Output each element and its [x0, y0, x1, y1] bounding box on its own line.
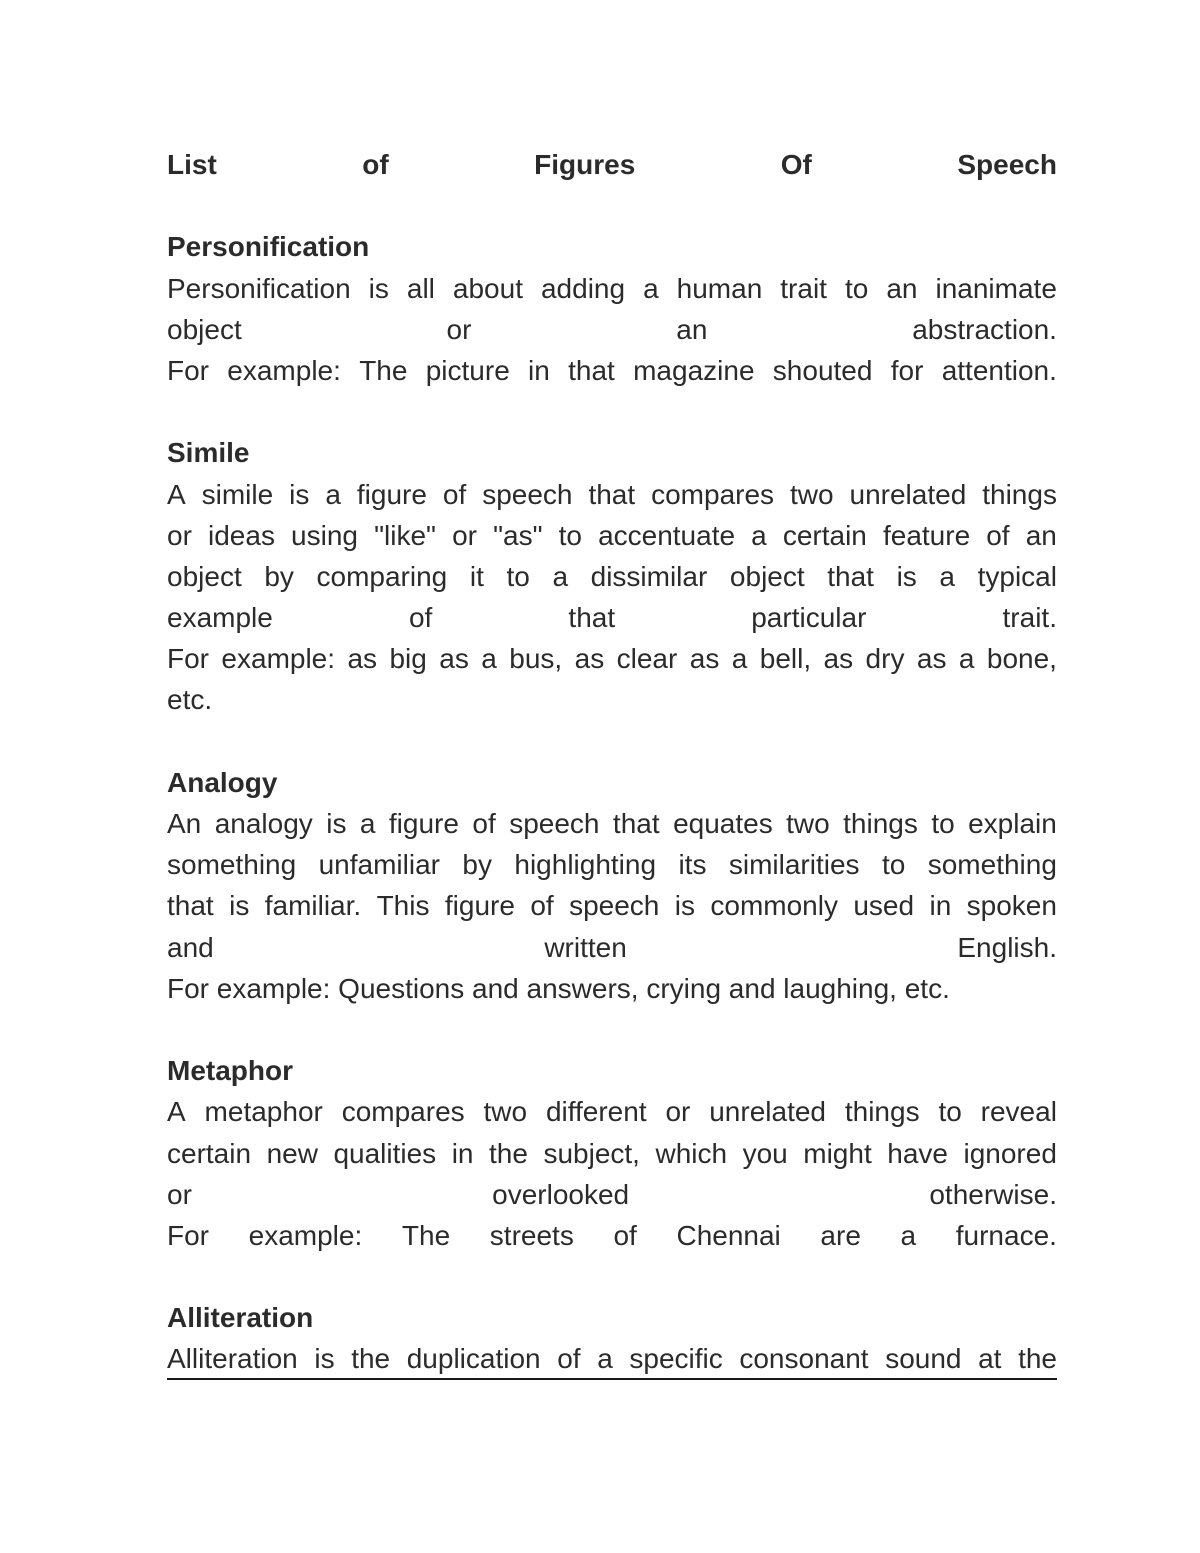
paragraph-word: example: [167, 602, 273, 634]
paragraph-word: to: [558, 519, 582, 551]
paragraph-word: is: [896, 560, 917, 592]
paragraph-word: that: [167, 890, 214, 922]
paragraph-word: are: [820, 1219, 861, 1251]
paragraph-word: of: [557, 1343, 581, 1375]
paragraph-word: Personification: [167, 272, 351, 304]
paragraph-word: compares: [651, 478, 775, 510]
paragraph-word: figure: [444, 890, 515, 922]
paragraph-word: used: [853, 890, 915, 922]
paragraph-word: is: [674, 890, 695, 922]
paragraph-word: attention.: [941, 354, 1057, 386]
paragraph-word: might: [803, 1137, 872, 1169]
paragraph-word: by: [462, 849, 492, 881]
paragraph-word: that: [588, 478, 636, 510]
paragraph-word: object: [167, 313, 242, 345]
paragraph-word: comparing: [316, 560, 448, 592]
paragraph-word: or: [452, 519, 477, 551]
paragraph-line: [167, 844, 1057, 885]
paragraph-word: compares: [341, 1096, 465, 1128]
paragraph-word: for: [890, 354, 924, 386]
paragraph-word: subject,: [543, 1137, 640, 1169]
paragraph-word: of: [613, 1219, 637, 1251]
paragraph-word: as: [916, 643, 947, 675]
paragraph-word: in: [929, 890, 952, 922]
paragraph-word: figure: [356, 478, 427, 510]
paragraph-line: [167, 515, 1057, 556]
paragraph-word: of: [442, 478, 467, 510]
paragraph-word: inanimate: [935, 272, 1057, 304]
paragraph-word: An: [167, 808, 202, 839]
paragraph-word: This: [376, 890, 430, 922]
blank-line: [167, 721, 1057, 762]
title-word: List: [167, 149, 217, 180]
paragraph-word: sound: [885, 1343, 962, 1375]
paragraph-word: a: [359, 808, 376, 839]
paragraph-word: two: [483, 1096, 528, 1128]
paragraph-word: of: [408, 602, 433, 634]
paragraph-word: the: [489, 1137, 528, 1169]
paragraph-word: A: [167, 478, 186, 510]
blank-line: [167, 185, 1057, 226]
paragraph-word: typical: [977, 560, 1057, 592]
paragraph-line: [167, 927, 1057, 968]
paragraph-word: otherwise.: [929, 1178, 1057, 1210]
paragraph-word: qualities: [333, 1137, 437, 1169]
paragraph-word: to: [931, 808, 955, 839]
paragraph-word: is: [314, 1343, 335, 1375]
paragraph-line: [167, 1338, 1057, 1379]
paragraph-word: highlighting: [514, 849, 657, 881]
paragraph-word: all: [406, 272, 435, 304]
paragraph-word: and: [167, 931, 214, 963]
paragraph-line: [167, 350, 1057, 391]
paragraph-word: in: [451, 1137, 474, 1169]
paragraph-word: streets: [489, 1219, 574, 1251]
paragraph-line: [167, 1091, 1057, 1132]
paragraph-word: at: [978, 1343, 1002, 1375]
paragraph-word: consonant: [739, 1343, 869, 1375]
paragraph-word: is: [368, 272, 389, 304]
section-heading-personification: Personification: [167, 231, 370, 263]
paragraph-word: ideas: [208, 519, 275, 551]
paragraph-word: "like": [374, 519, 436, 551]
paragraph-line: [167, 556, 1057, 597]
paragraph-word: you: [742, 1137, 788, 1169]
paragraph-word: things: [844, 1096, 920, 1128]
paragraph-word: a: [325, 478, 341, 510]
paragraph-word: speech: [509, 808, 600, 839]
paragraph-word: to: [938, 1096, 962, 1128]
paragraph-word: is: [289, 478, 310, 510]
paragraph-word: of: [986, 519, 1010, 551]
paragraph-word: commonly: [710, 890, 838, 922]
paragraph-word: written: [544, 931, 627, 963]
paragraph-word: picture: [425, 354, 510, 386]
paragraph-word: have: [887, 1137, 948, 1169]
paragraph-word: as: [823, 643, 854, 675]
paragraph-word: a: [751, 519, 767, 551]
paragraph-word: specific: [629, 1343, 723, 1375]
paragraph-word: an: [676, 313, 708, 345]
paragraph-word: a: [939, 560, 955, 592]
paragraph-word: feature: [882, 519, 971, 551]
paragraph-word: The: [401, 1219, 451, 1251]
paragraph-line: [167, 597, 1057, 638]
paragraph-word: to: [844, 272, 869, 304]
paragraph-word: as: [347, 643, 378, 675]
paragraph-word: certain: [167, 1137, 252, 1169]
paragraph-word: of: [472, 808, 496, 839]
paragraph-word: is: [326, 808, 347, 839]
title-word: Speech: [957, 149, 1057, 180]
paragraph-line: [167, 1174, 1057, 1215]
paragraph-word: example:: [248, 1219, 363, 1251]
paragraph-word: a: [643, 272, 659, 304]
sections-container: [167, 185, 1057, 1379]
paragraph-line: [167, 268, 1057, 309]
paragraph-word: accentuate: [598, 519, 736, 551]
paragraph-word: two: [789, 478, 834, 510]
paragraph-word: as: [439, 643, 469, 675]
paragraph-word: to: [881, 849, 906, 881]
paragraph-word: furnace.: [955, 1219, 1057, 1251]
paragraph-word: For: [167, 1219, 209, 1251]
paragraph-word: a: [900, 1219, 917, 1251]
paragraph-word: particular: [751, 602, 867, 634]
paragraph-word: or: [167, 519, 192, 551]
paragraph-word: about: [452, 272, 523, 304]
paragraph-word: metaphor: [204, 1096, 323, 1128]
paragraph-word: by: [264, 560, 294, 592]
paragraph-word: a: [958, 643, 975, 675]
document-title: [167, 144, 1057, 185]
paragraph-word: the: [1018, 1343, 1057, 1375]
paragraph-word: different: [545, 1096, 647, 1128]
blank-line: [167, 391, 1057, 432]
paragraph-word: or: [167, 1178, 192, 1210]
paragraph-word: a: [552, 560, 569, 592]
paragraph-word: object: [167, 560, 242, 592]
paragraph-word: that: [827, 560, 874, 592]
paragraph-word: adding: [540, 272, 626, 304]
section-heading-analogy: Analogy: [167, 766, 278, 798]
paragraph-word: is: [229, 890, 250, 922]
paragraph-word: that: [568, 602, 616, 634]
paragraph-word: a: [597, 1343, 613, 1375]
paragraph-word: things: [982, 478, 1057, 510]
paragraph-word: The: [359, 354, 408, 386]
paragraph-word: new: [266, 1137, 318, 1169]
paragraph-word: familiar.: [264, 890, 362, 922]
paragraph-word: bell,: [759, 643, 812, 675]
paragraph-word: as: [574, 643, 605, 675]
paragraph-word: unrelated: [709, 1096, 826, 1128]
paragraph-word: shouted: [772, 354, 873, 386]
paragraph-word: which: [655, 1137, 728, 1169]
paragraph-word: an: [1025, 519, 1057, 551]
paragraph-word: things: [843, 808, 918, 839]
title-word: Of: [780, 149, 812, 180]
paragraph-word: unrelated: [849, 478, 967, 510]
paragraph-word: two: [786, 808, 830, 839]
paragraph-word: it: [469, 560, 484, 592]
paragraph-word: unfamiliar: [318, 849, 440, 881]
paragraph-word: object: [729, 560, 805, 592]
paragraph-word: something: [167, 849, 297, 881]
paragraph-word: speech: [569, 890, 660, 922]
paragraph-line: For example: Questions and answers, crying and laughing, etc.: [167, 972, 950, 1004]
paragraph-word: that: [612, 808, 660, 839]
paragraph-word: For: [167, 354, 209, 386]
paragraph-word: a: [731, 643, 748, 675]
paragraph-word: equates: [673, 808, 773, 839]
title-word: of: [362, 149, 389, 180]
blank-line: [167, 1009, 1057, 1050]
paragraph-word: certain: [782, 519, 867, 551]
paragraph-word: dissimilar: [590, 560, 708, 592]
paragraph-word: or: [446, 313, 472, 345]
paragraph-word: trait: [780, 272, 827, 304]
paragraph-word: using: [291, 519, 358, 551]
paragraph-word: human: [676, 272, 763, 304]
paragraph-word: similarities: [728, 849, 860, 881]
paragraph-word: or: [665, 1096, 691, 1128]
paragraph-line: [167, 885, 1057, 926]
paragraph-word: magazine: [633, 354, 755, 386]
paragraph-word: of: [530, 890, 554, 922]
title-word: Figures: [534, 149, 636, 180]
paragraph-word: bone,: [986, 643, 1057, 675]
paragraph-word: spoken: [966, 890, 1057, 922]
paragraph-word: Alliteration: [167, 1343, 298, 1375]
paragraph-word: Chennai: [676, 1219, 781, 1251]
paragraph-word: speech: [482, 478, 573, 510]
paragraph-word: dry: [865, 643, 905, 675]
paragraph-word: simile: [201, 478, 274, 510]
paragraph-line: [167, 803, 1057, 844]
section-heading-simile: Simile: [167, 437, 250, 469]
paragraph-word: that: [568, 354, 615, 386]
paragraph-word: something: [927, 849, 1057, 881]
paragraph-line: [167, 474, 1057, 515]
paragraph-word: "as": [493, 519, 543, 551]
paragraph-word: English.: [957, 931, 1057, 963]
paragraph-word: its: [678, 849, 707, 881]
paragraph-line: [167, 1133, 1057, 1174]
paragraph-word: duplication: [406, 1343, 541, 1375]
paragraph-word: A: [167, 1096, 186, 1128]
section-heading-alliteration: Alliteration: [167, 1302, 314, 1334]
paragraph-word: example:: [221, 643, 336, 675]
paragraph-line: etc.: [167, 684, 213, 716]
paragraph-line: [167, 638, 1057, 679]
paragraph-word: the: [351, 1343, 391, 1375]
paragraph-word: trait.: [1002, 602, 1057, 634]
paragraph-word: an: [886, 272, 918, 304]
paragraph-word: figure: [388, 808, 459, 839]
paragraph-word: in: [528, 354, 550, 386]
paragraph-word: For: [167, 643, 209, 675]
paragraph-word: reveal: [980, 1096, 1057, 1128]
paragraph-word: to: [506, 560, 530, 592]
paragraph-word: big: [389, 643, 427, 675]
paragraph-word: analogy: [214, 808, 313, 839]
blank-line: [167, 1256, 1057, 1297]
paragraph-word: bus,: [509, 643, 563, 675]
paragraph-word: clear: [616, 643, 678, 675]
paragraph-word: overlooked: [492, 1178, 630, 1210]
paragraph-word: abstraction.: [912, 313, 1057, 345]
section-heading-metaphor: Metaphor: [167, 1055, 293, 1087]
paragraph-word: a: [481, 643, 497, 675]
paragraph-word: as: [689, 643, 720, 675]
paragraph-word: example:: [227, 354, 341, 386]
document-page: [167, 144, 1057, 1380]
paragraph-word: explain: [968, 808, 1057, 839]
paragraph-word: ignored: [963, 1137, 1057, 1169]
paragraph-line: [167, 1215, 1057, 1256]
paragraph-line: [167, 309, 1057, 350]
